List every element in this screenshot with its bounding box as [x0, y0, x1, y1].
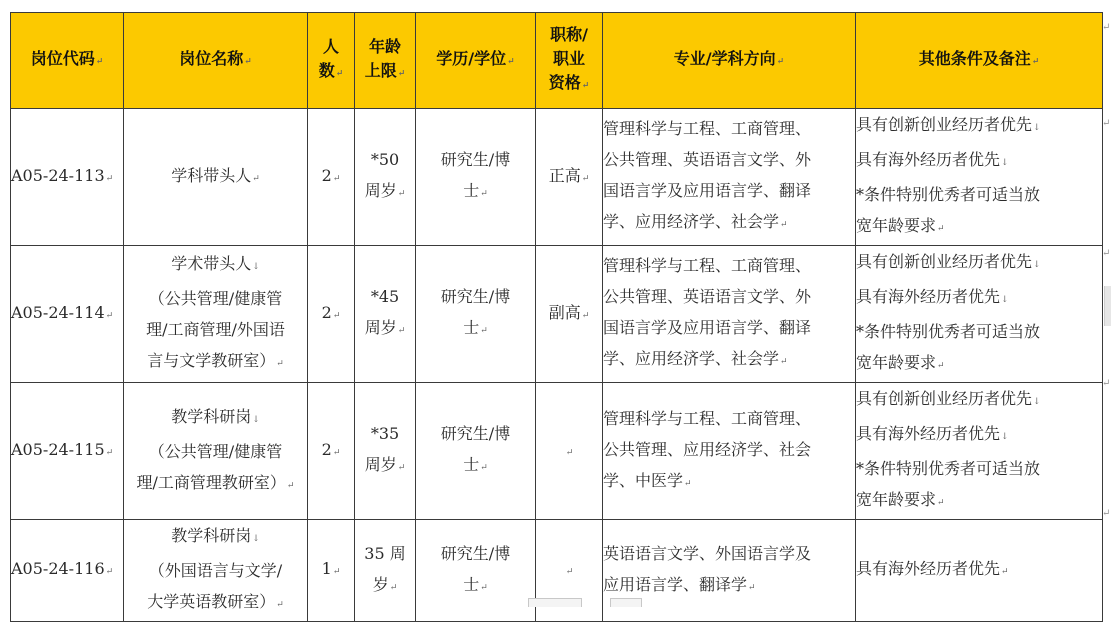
cell-title: 副高↵: [536, 246, 603, 383]
cell-major: 管理科学与工程、工商管理、 公共管理、英语语言文学、外 国语言学及应用语言学、翻译 学、应用经济学、社会学↵: [603, 246, 856, 383]
cell-count: 1↵: [308, 520, 355, 622]
header-title: 职称/ 职业 资格↵: [536, 13, 603, 109]
cell-title: 正高↵: [536, 109, 603, 246]
cell-name: 学术带头人↓ （公共管理/健康管 理/工商管理/外国语 言与文学教研室）↵: [124, 246, 308, 383]
header-count: 人 数↵: [308, 13, 355, 109]
cell-notes: 具有海外经历者优先↵: [856, 520, 1103, 622]
cell-degree: 研究生/博 士↵: [416, 246, 536, 383]
recruitment-table: [10, 12, 1103, 622]
cell-age: *50 周岁↵: [355, 109, 416, 246]
cell-degree: 研究生/博 士↵: [416, 520, 536, 622]
cell-count: 2↵: [308, 109, 355, 246]
scrollbar-handle[interactable]: [1104, 286, 1111, 326]
cell-title: ↵: [536, 520, 603, 622]
header-row: [11, 13, 1103, 109]
cell-notes: 具有创新创业经历者优先↓ 具有海外经历者优先↓ *条件特别优秀者可适当放 宽年龄要求↵: [856, 383, 1103, 520]
header-major: 专业/学科方向↵: [603, 13, 856, 109]
cell-title: ↵: [536, 383, 603, 520]
cell-code: A05-24-115↵: [11, 383, 124, 520]
cell-major: 管理科学与工程、工商管理、 公共管理、应用经济学、社会 学、中医学↵: [603, 383, 856, 520]
cell-degree: 研究生/博 士↵: [416, 109, 536, 246]
row-end-mark: ↵: [1102, 22, 1111, 33]
cell-name: 教学科研岗↓ （公共管理/健康管 理/工商管理教研室）↵: [124, 383, 308, 520]
cell-age: *35 周岁↵: [355, 383, 416, 520]
cell-age: *45 周岁↵: [355, 246, 416, 383]
table-row: [11, 109, 1103, 246]
cell-name: 学科带头人↵: [124, 109, 308, 246]
cell-code: A05-24-113↵: [11, 109, 124, 246]
cell-major: 管理科学与工程、工商管理、 公共管理、英语语言文学、外 国语言学及应用语言学、翻译 学、应用经济学、社会学↵: [603, 109, 856, 246]
row-end-mark: ↵: [1102, 118, 1111, 129]
cell-code: A05-24-114↵: [11, 246, 124, 383]
cell-name: 教学科研岗↓ （外国语言与文学/ 大学英语教研室）↵: [124, 520, 308, 622]
cell-major: 英语语言文学、外国语言学及 应用语言学、翻译学↵: [603, 520, 856, 622]
cell-code: A05-24-116↵: [11, 520, 124, 622]
cell-count: 2↵: [308, 246, 355, 383]
cell-age: 35 周 岁↵: [355, 520, 416, 622]
header-notes: 其他条件及备注↵: [856, 13, 1103, 109]
table-row: [11, 246, 1103, 383]
header-age: 年龄 上限↵: [355, 13, 416, 109]
cell-degree: 研究生/博 士↵: [416, 383, 536, 520]
header-name: 岗位名称↵: [124, 13, 308, 109]
row-end-mark: ↵: [1102, 508, 1111, 519]
row-end-mark: ↵: [1102, 378, 1111, 389]
cell-notes: 具有创新创业经历者优先↓ 具有海外经历者优先↓ *条件特别优秀者可适当放 宽年龄要求↵: [856, 246, 1103, 383]
header-degree: 学历/学位↵: [416, 13, 536, 109]
table-row: [11, 383, 1103, 520]
row-end-mark: ↵: [1102, 248, 1111, 259]
cell-count: 2↵: [308, 383, 355, 520]
cell-notes: 具有创新创业经历者优先↓ 具有海外经历者优先↓ *条件特别优秀者可适当放 宽年龄要求↵: [856, 109, 1103, 246]
header-code: 岗位代码↵: [11, 13, 124, 109]
